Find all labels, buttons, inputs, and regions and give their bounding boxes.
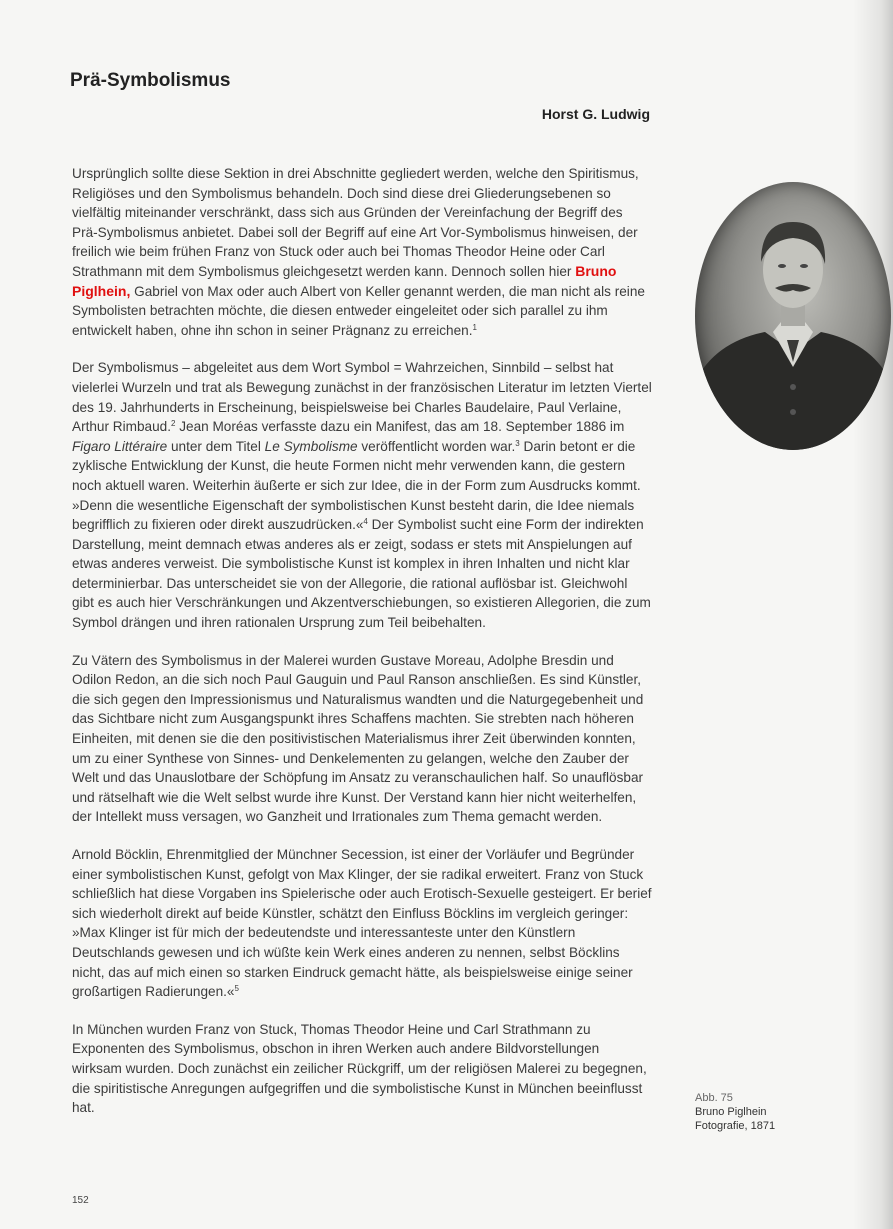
article-body: [72, 164, 652, 1136]
author-name: Horst G. Ludwig: [541, 106, 650, 122]
page-title: Prä-Symbolismus: [70, 70, 231, 91]
paragraph-4: Arnold Böcklin, Ehrenmitglied der Münchner Secession, ist einer der Vorläufer und Begründer einer symbolistischen Kunst, gefolgt von Max Klinger, der sie radikal erweitert. Franz von Stuck schließlich hat diese Vorgaben ins Spielerische oder auch Erotisch-Sexuelle gesteigert. Er berief sich wiederholt direkt auf beide Künstler, schätzt den Einfluss Böcklins im vergleich geringer: »Max Klinger ist für mich der bedeutendste und interessanteste unter den Künstlern Deutschlands gewesen und ich wüßte kein Werk eines anderen zu nennen, selbst Böcklins nicht, das auf mich einen so starken Eindruck gemacht hätte, als beispielsweise einige seiner großartigen Radierungen.«$^5$: [72, 847, 652, 1000]
page-number: 152: [72, 1195, 89, 1206]
paragraph-5: In München wurden Franz von Stuck, Thomas Theodor Heine und Carl Strathmann zu Exponenten des Symbolismus, obschon in ihren Werken auch andere Bildvorstellungen wirksam wurden. Doch zunächst ein zeilicher Rückgriff, um der religiösen Malerei zu begegnen, die spiritistische Anregungen aufgegriffen und die symbolistische Kunst in München beeinflusst hat.: [72, 1021, 647, 1116]
footnote-ref: 5: [234, 984, 239, 994]
footnote-ref: 2: [170, 419, 176, 429]
footnote-ref: 3: [515, 438, 520, 448]
footnote-ref: 1: [472, 322, 477, 332]
figure-number: Abb. 75: [695, 1092, 733, 1104]
portrait-illustration: [695, 182, 891, 450]
figure-detail: Fotografie, 1871: [695, 1120, 776, 1132]
paragraph-2: Der Symbolismus – abgeleitet aus dem Wort Symbol = Wahrzeichen, Sinnbild – selbst hat vielerlei Wurzeln und trat als Bewegung zunächst in der französischen Literatur im letzten Viertel des 19. Jahrhunderts in Erscheinung, beispielsweise bei Charles Baudelaire, Paul Verlaine, Arthur Rimbaud.$^2$ Jean Moréas verfasste dazu ein Manifest, das am 18. September 1886 im Figaro Littéraire unter dem Titel Le Symbolisme veröffentlicht worden war.$^3$ Darin betont er die zyklische Entwicklung der Kunst, die heute Formen nicht mehr verwenden kann, die gestern noch aktuell waren. Weiterhin äußerte er sich zur Idee, die in der Form zum Ausdrucks kommt. »Denn die wesentliche Eigenschaft der symbolistischen Kunst besteht darin, die Idee niemals begrifflich zu fixieren oder direkt auszudrücken.«$^4$ Der Symbolist sucht eine Form der indirekten Darstellung, meint demnach etwas anderes als er zeigt, sodass er stets mit Anspielungen auf etwas anderes verweist. Die symbolistische Kunst ist komplex in ihren Inhalten und nicht klar determinierbar. Das unterscheidet sie von der Allegorie, die rational auflösbar ist. Gleichwohl gibt es auch hier Verschränkungen und Akzentverschiebungen, so existieren Allegorien, die zum Symbol drängen und ihren rationalen Ursprung zum Teil beibehalten.: [72, 360, 652, 631]
footnote-ref: 4: [363, 517, 368, 527]
paragraph-3: Zu Vätern des Symbolismus in der Malerei wurden Gustave Moreau, Adolphe Bresdin und Odilon Redon, an die sich noch Paul Gauguin und Paul Ranson anschließen. Es sind Künstler, die sich gegen den Impressionismus und Naturalismus wandten und die Naturgegebenheit und das Sichtbare nicht zum Ausgangspunkt ihres Schaffens machten. Sie strebten nach höheren Einheiten, mit denen sie die den positivistischen Materialismus ihrer Zeit überwinden konnten, um zu einer Synthese von Sinnes- und Denkelementen zu gelangen, welche den Zauber der Welt und das Unauslotbare der Schöpfung im Ansatz zu veranschaulichen half. So unauflösbar und rätselhaft wie die Welt selbst wurde ihre Kunst. Der Verstand kann hier nicht weiterhelfen, der Intellekt muss versagen, wo Ganzheit und Irrationales zum Thema gemacht werden.: [72, 652, 644, 825]
highlighted-name: Bruno Piglhein,: [72, 262, 617, 299]
page-edge-shadow: [853, 0, 893, 1229]
figure-subject: Bruno Piglhein: [695, 1106, 767, 1118]
italic-title: Figaro Littéraire: [72, 438, 168, 454]
portrait-photo: [695, 182, 891, 450]
figure-caption: [695, 1091, 775, 1133]
italic-title: Le Symbolisme: [264, 438, 358, 454]
paragraph-1: Ursprünglich sollte diese Sektion in drei Abschnitte gegliedert werden, welche den Spiritismus, Religiöses und den Symbolismus behandeln. Doch sind diese drei Gliederungsebenen so vielfältig miteinander verschränkt, dass sich aus Gründen der Vereinfachung der Begriff des Prä-Symbolismus anbietet. Dabei soll der Begriff auf eine Art Vor-Symbolismus hinweisen, der freilich wie beim frühen Franz von Stuck oder auch bei Thomas Theodor Heine oder Carl Strathmann mit dem Symbolismus gleichgesetzt werden kann. Dennoch sollen hier Bruno Piglhein, Gabriel von Max oder auch Albert von Keller genannt werden, die man nicht als reine Symbolisten betrachten möchte, die diesen entweder eingeleitet oder sich parallel zu ihm entwickelt haben, ohne ihn schon in seiner Prägnanz zu erreichen.$^1$: [72, 166, 645, 338]
